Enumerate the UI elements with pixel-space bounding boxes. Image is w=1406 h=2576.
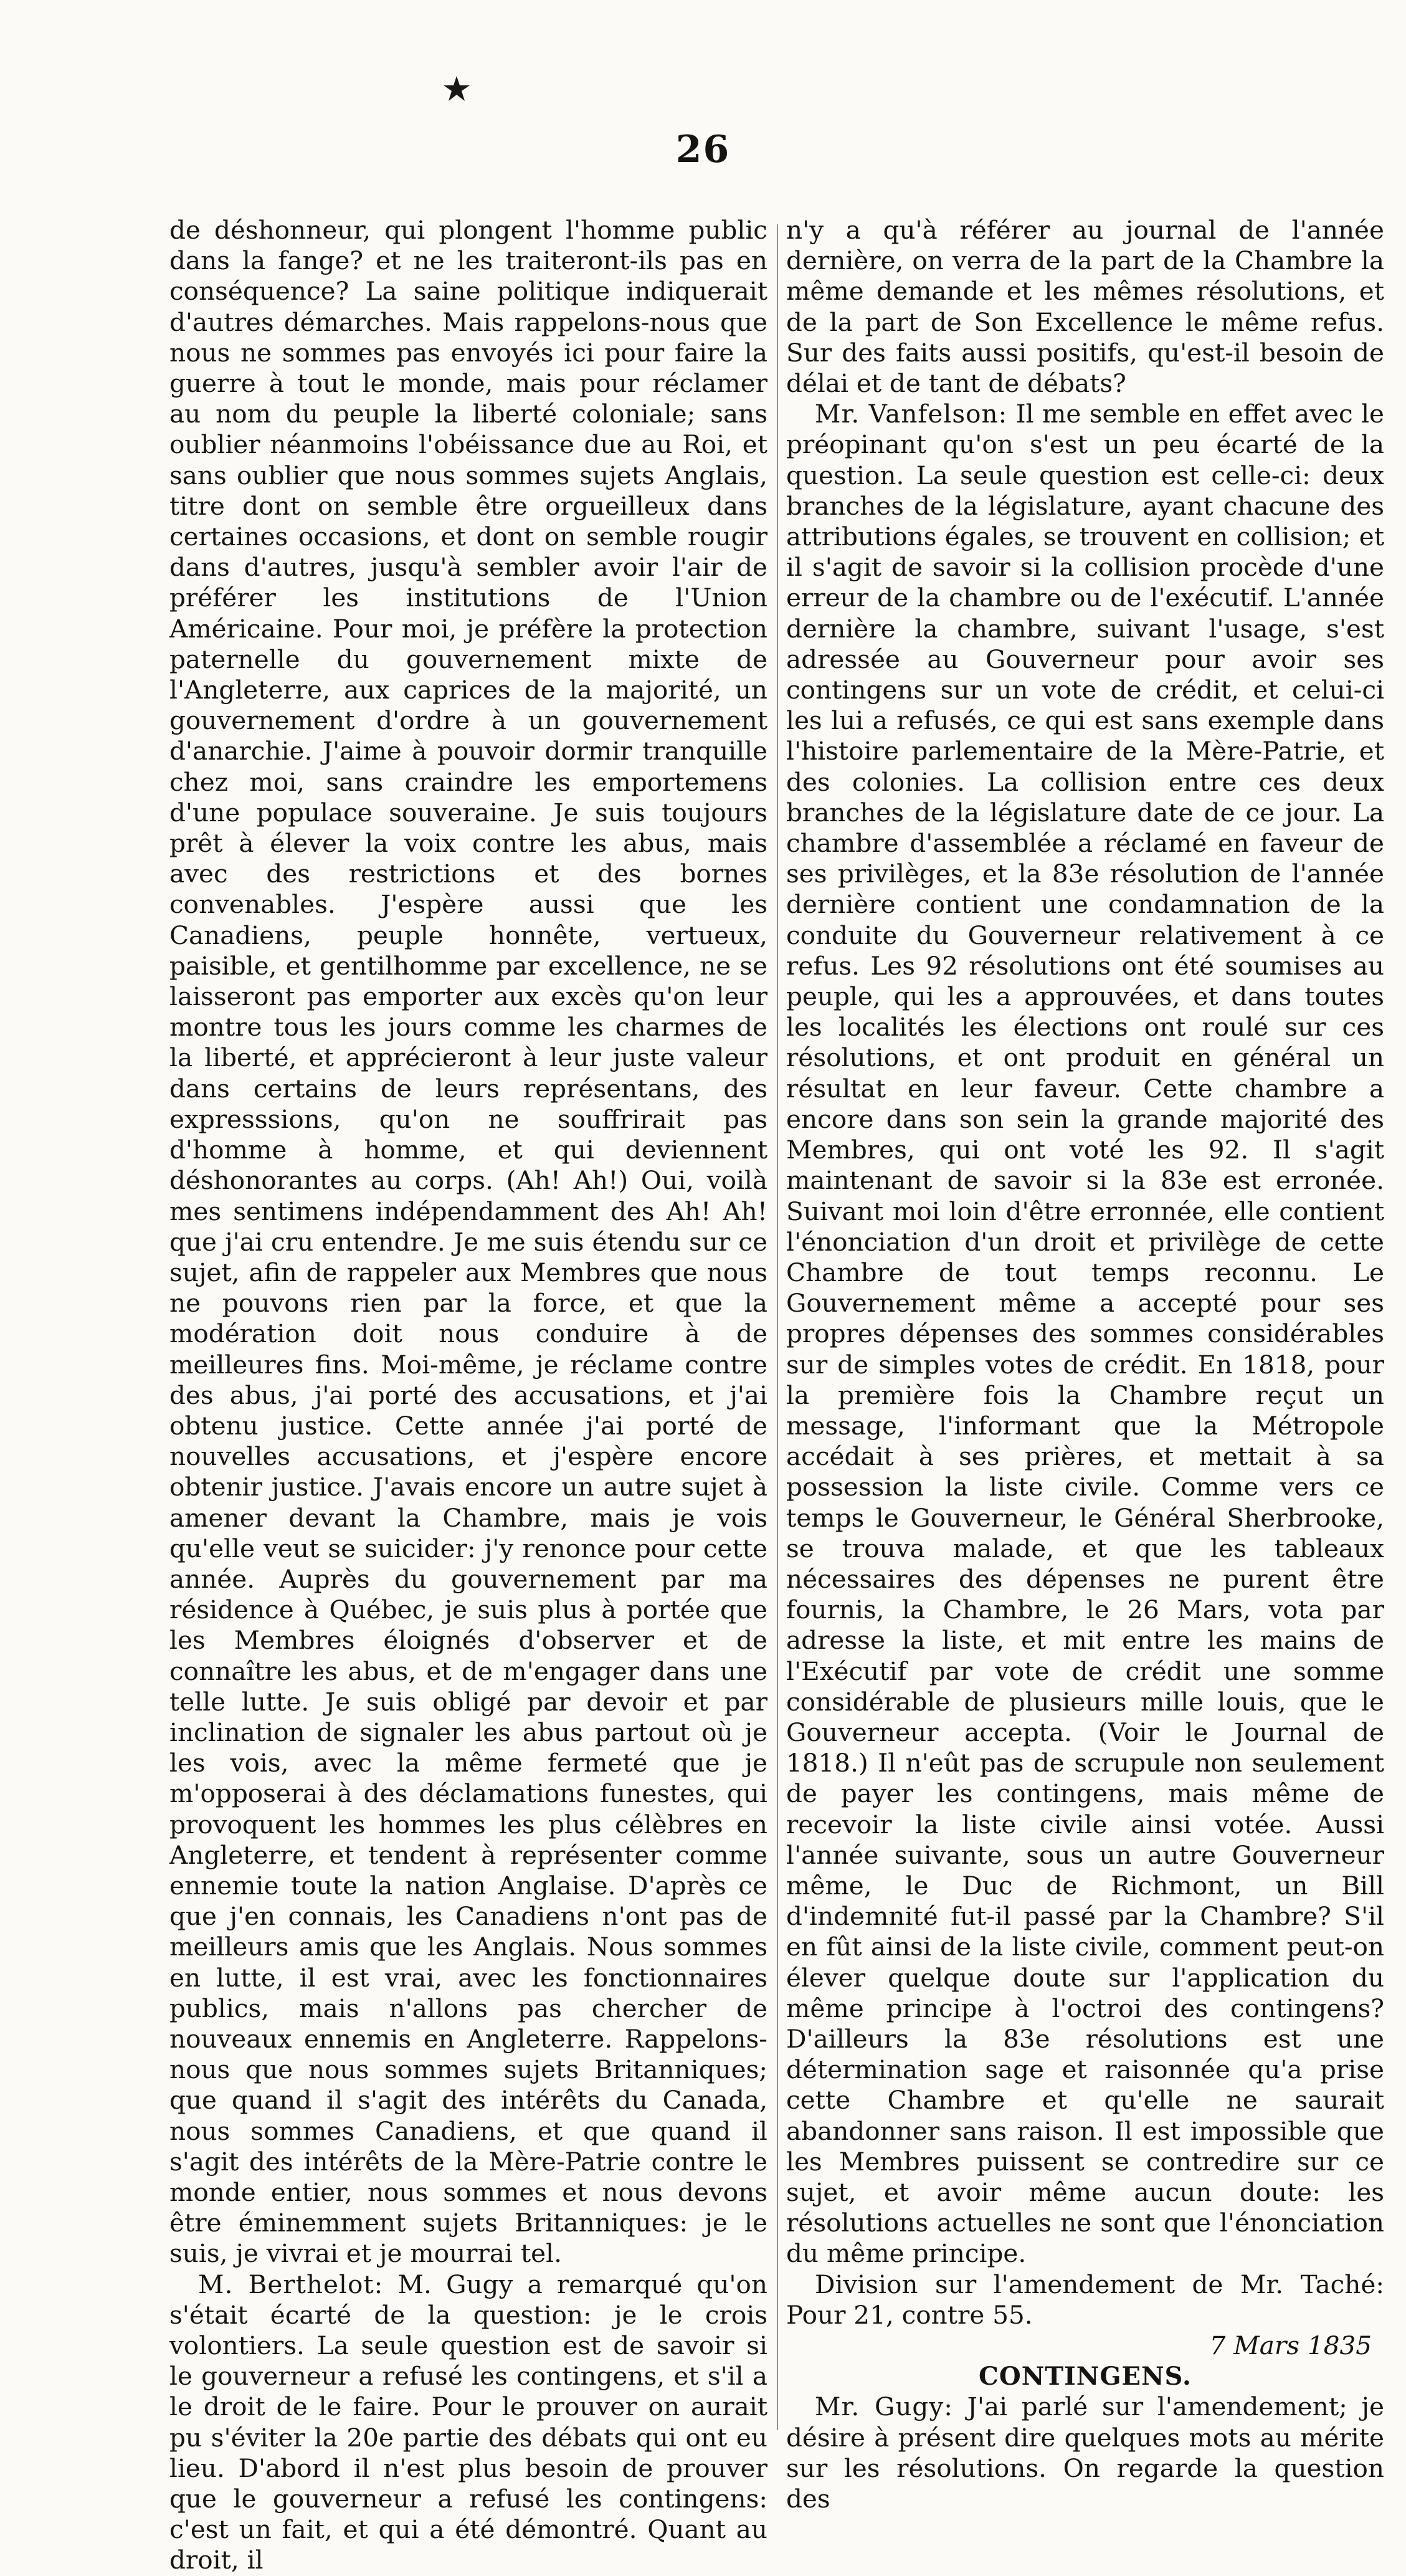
right-paragraph-2 bbox=[786, 399, 1384, 2269]
left-paragraph-1: de déshonneur, qui plongent l'homme public dans la fange? et ne les traiteront-ils pas en conséquence? La saine politique indiquerait d'autres démarches. Mais rappelons-nous que nous ne sommes pas envoyés ici pour faire la guerre à tout le monde, mais pour réclamer au nom du peuple la liberté coloniale; sans oublier néanmoins l'obéissance due au Roi, et sans oublier que nous sommes sujets Anglais, titre dont on semble être orgueilleux dans certaines occasions, et dont on semble rougir dans d'autres, jusqu'à sembler avoir l'air de préférer les institutions de l'Union Américaine. Pour moi, je préfère la protection paternelle du gouvernement mixte de l'Angleterre, aux caprices de la majorité, un gouvernement d'ordre à un gouvernement d'anarchie. J'aime à pouvoir dormir tranquille chez moi, sans craindre les emportemens d'une populace souveraine. Je suis toujours prêt à élever la voix contre les abus, mais avec des restrictions et des bornes convenables. J'espère aussi que les Canadiens, peuple honnête, vertueux, paisible, et gentilhomme par excellence, ne se laisseront pas emporter aux excès qu'on leur montre tous les jours comme les charmes de la liberté, et apprécieront à leur juste valeur dans certains de leurs représentans, des expresssions, qu'on ne souffrirait pas d'homme à homme, et qui deviennent déshonorantes au corps. (Ah! Ah!) Oui, voilà mes sentimens indépendamment des Ah! Ah! que j'ai cru entendre. Je me suis étendu sur ce sujet, afin de rappeler aux Membres que nous ne pouvons rien par la force, et que la modération doit nous conduire à de meilleures fins. Moi-même, je réclame contre des abus, j'ai porté des accusations, et j'ai obtenu justice. Cette année j'ai porté de nouvelles accusations, et j'espère encore obtenir justice. J'avais encore un autre sujet à amener devant la Chambre, mais je vois qu'elle veut se suicider: j'y renonce pour cette année. Auprès du gouvernement par ma résidence à Québec, je suis plus à portée que les Membres éloignés d'observer et de connaître les abus, et de m'engager dans une telle lutte. Je suis obligé par devoir et par inclination de signaler les abus partout où je les vois, avec la même fermeté que je m'opposerai à des déclamations funestes, qui provoquent les hommes les plus célèbres en Angleterre, et tendent à représenter comme ennemie toute la nation Anglaise. D'après ce que j'en connais, les Canadiens n'ont pas de meilleurs amis que les Anglais. Nous sommes en lutte, il est vrai, avec les fonctionnaires publics, mais n'allons pas chercher de nouveaux ennemis en Angleterre. Rappelons-nous que nous sommes sujets Britanniques; que quand il s'agit des intérêts du Canada, nous sommes Canadiens, et que quand il s'agit des intérêts de la Mère-Patrie contre le monde entier, nous sommes et nous devons être éminemment sujets Britanniques: je le suis, je vivrai et je mourrai tel. bbox=[169, 215, 767, 2269]
right-paragraph-1: n'y a qu'à référer au journal de l'année dernière, on verra de la part de la Chambre la même demande et les mêmes résolutions, et de la part de Son Excellence le même refus. Sur des faits aussi positifs, qu'est-il besoin de délai et de tant de débats? bbox=[786, 215, 1384, 399]
session-date: 7 Mars 1835 bbox=[1209, 2330, 1372, 2361]
page-number: 26 bbox=[675, 128, 731, 171]
column-divider bbox=[777, 224, 778, 2430]
left-paragraph-2 bbox=[169, 2269, 767, 2576]
speaker-berthelot: M. Berthelot: bbox=[198, 2269, 384, 2299]
speaker-gugy: Mr. Gugy: bbox=[815, 2392, 953, 2422]
vanfelson-speech: Il me semble en effet avec le préopinant qu'on s'est un peu écarté de la question. La seule question est celle-ci: deux branches de la législature, ayant chacune des attributions égales, se trouvent en collision; et il s'agit de savoir si la collision procède d'une erreur de la chambre ou de l'exécutif. L'année dernière la chambre, suivant l'usage, s'est adressée au Gouverneur pour avoir ses contingens sur un vote de crédit, et celui-ci les lui a refusés, ce qui est sans exemple dans l'histoire parlementaire de la Mère-Patrie, et des colonies. La collision entre ces deux branches de la législature date de ce jour. La chambre d'assemblée a réclamé en faveur de ses privilèges, et la 83e résolution de l'année dernière contient une condamnation de la conduite du Gouverneur relativement à ce refus. Les 92 résolutions ont été soumises au peuple, qui les a approuvées, et dans toutes les localités les élections ont roulé sur ces résolutions, et ont produit en général un résultat en leur faveur. Cette chambre a encore dans son sein la grande majorité des Membres, qui ont voté les 92. Il s'agit maintenant de savoir si la 83e est erronée. Suivant moi loin d'être erronnée, elle contient l'énonciation d'un droit et privilège de cette Chambre de tout temps reconnu. Le Gouvernement même a accepté pour ses propres dépenses des sommes considérables sur de simples votes de crédit. En 1818, pour la première fois la Chambre reçut un message, l'informant que la Métropole accédait à ses prières, et mettait à sa possession la liste civile. Comme vers ce temps le Gouverneur, le Général Sherbrooke, se trouva malade, et que les tableaux nécessaires des dépenses ne purent être fournis, la Chambre, le 26 Mars, vota par adresse la liste, et mit entre les mains de l'Exécutif par vote de crédit une somme considérable de plusieurs mille louis, que le Gouverneur accepta. (Voir le Journal de 1818.) Il n'eût pas de scrupule non seulement de payer les contingens, mais même de recevoir la liste civile ainsi votée. Aussi l'année suivante, sous un autre Gouverneur même, le Duc de Richmont, un Bill d'indemnité fut-il passé par la Chambre? S'il en fût ainsi de la liste civile, comment peut-on élever quelque doute sur l'application du même principe à l'octroi des contingens? D'ailleurs la 83e résolutions est une détermination sage et raisonnée qu'a prise cette Chambre et qu'elle ne saurait abandonner sans raison. Il est impossible que les Membres puissent se contredire sur ce sujet, et avoir même aucun doute: les résolutions actuelles ne sont que l'énonciation du même principe. bbox=[786, 399, 1385, 2269]
right-column bbox=[786, 215, 1384, 2514]
speaker-vanfelson: Mr. Vanfelson: bbox=[815, 399, 1008, 429]
berthelot-speech: M. Gugy a remarqué qu'on s'était écarté de la question: je le crois volontiers. La seule question est de savoir si le gouverneur a refusé les contingens, et s'il a le droit de le faire. Pour le prouver on aurait pu s'éviter la 20e partie des débats qui ont eu lieu. D'abord il n'est plus besoin de prouver que le gouverneur a refusé les contingens: c'est un fait, et qui a été démontré. Quant au droit, il bbox=[169, 2269, 768, 2575]
division-result: Division sur l'amendement de Mr. Taché: Pour 21, contre 55. bbox=[786, 2269, 1384, 2330]
right-paragraph-4 bbox=[786, 2392, 1384, 2514]
star-mark bbox=[441, 74, 472, 105]
section-heading: CONTINGENS. bbox=[979, 2362, 1192, 2392]
left-column bbox=[169, 215, 767, 2576]
gugy-speech: J'ai parlé sur l'amendement; je désire à présent dire quelques mots au mérite sur les résolutions. On regarde la question des bbox=[786, 2392, 1385, 2514]
